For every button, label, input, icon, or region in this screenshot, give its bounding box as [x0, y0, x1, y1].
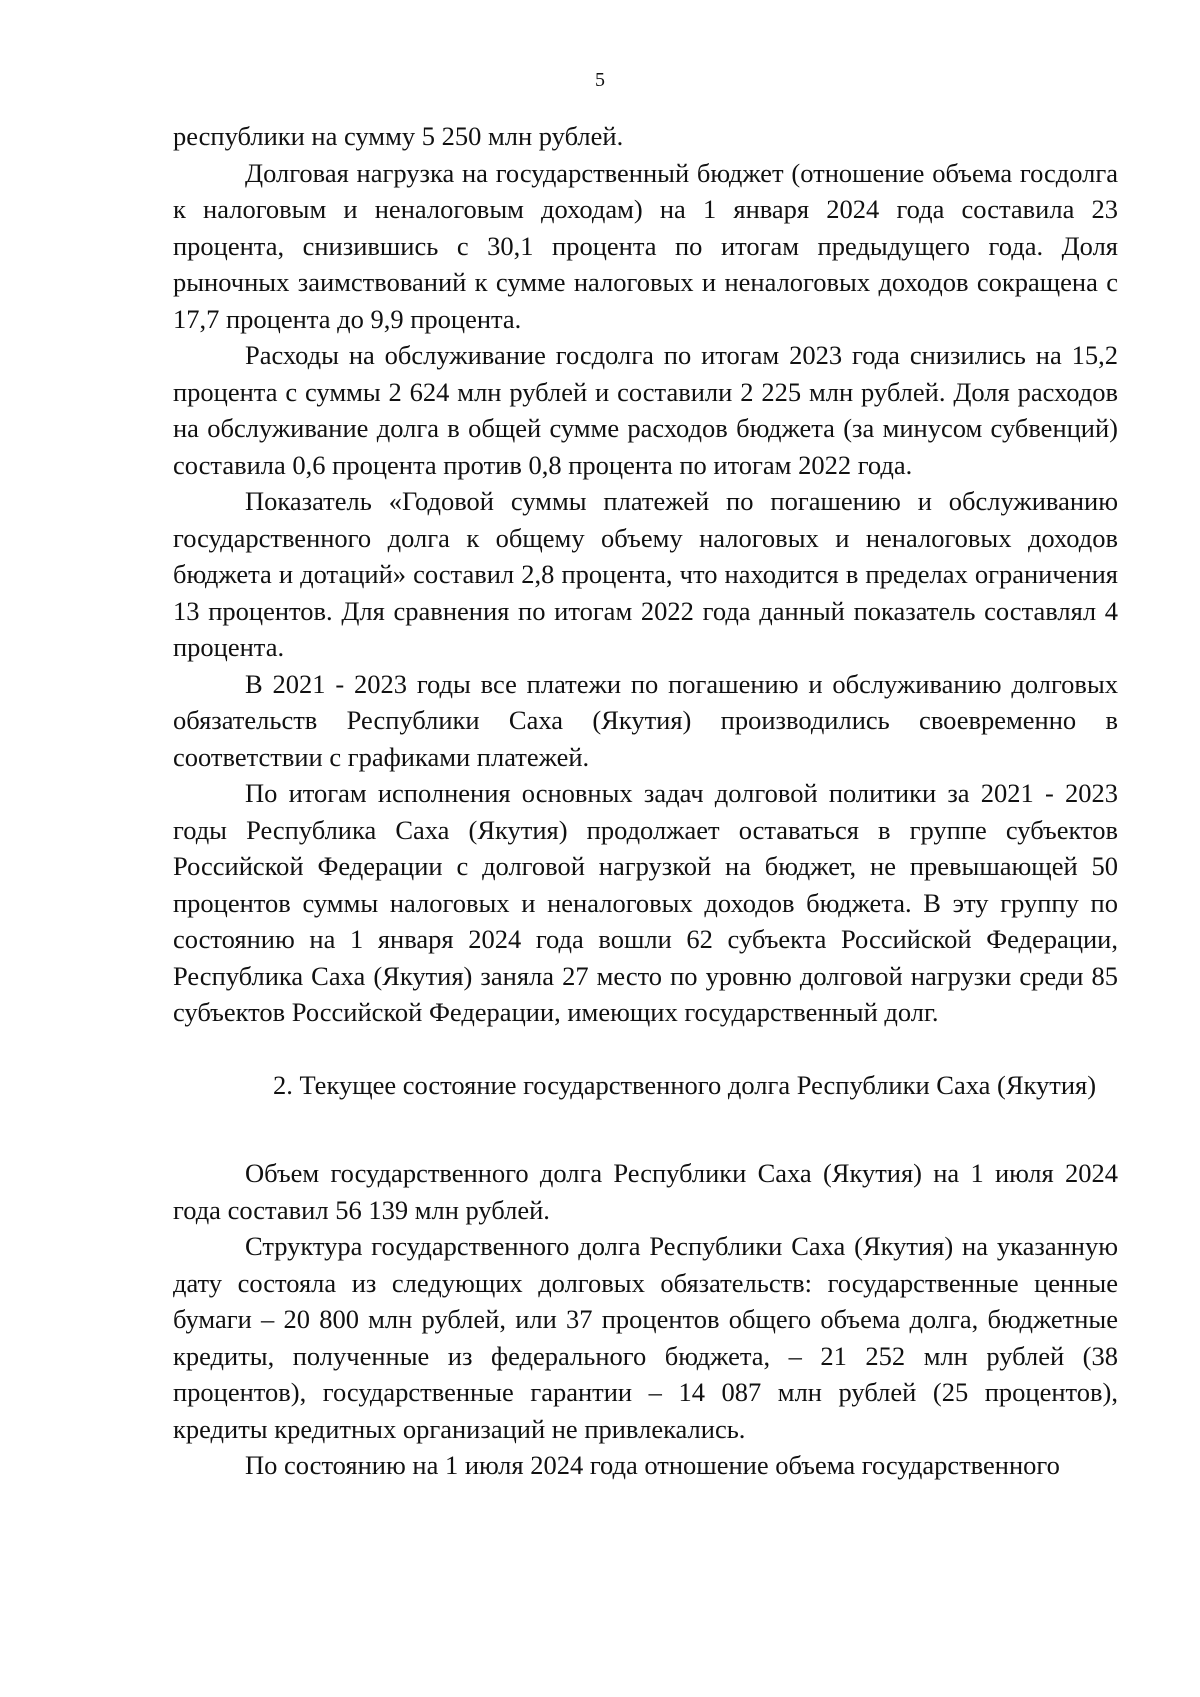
paragraph-debt-structure: Структура государственного долга Республики Саха (Якутия) на указанную дату состояла из следующих долговых обязательств: государственные ценные бумаги – 20 800 млн рублей, или 37 процентов общего объема долга, бюджетные кредиты, полученные из федерального бюджета, – 21 252 млн рублей (38 процентов), государственные гарантии – 14 087 млн рублей (25 процентов), кредиты кредитных организаций не привлекались.: [173, 1231, 1118, 1444]
paragraph-continuation: республики на сумму 5 250 млн рублей.: [173, 121, 624, 151]
paragraph-debt-ratio-start: По состоянию на 1 июля 2024 года отношение объема государственного: [245, 1450, 1060, 1480]
paragraph-debt-service-expenses: Расходы на обслуживание госдолга по итогам 2023 года снизились на 15,2 процента с суммы 2 624 млн рублей и составили 2 225 млн рублей. Доля расходов на обслуживание долга в общей сумме расходов бюджета (за минусом субвенций) составила 0,6 процента против 0,8 процента по итогам 2022 года.: [173, 340, 1118, 480]
paragraph-annual-payments-indicator: Показатель «Годовой суммы платежей по погашению и обслуживанию государственного долга к общему объему налоговых и неналоговых доходов бюджета и дотаций» составил 2,8 процента, что находится в пределах ограничения 13 процентов. Для сравнения по итогам 2022 года данный показатель составлял 4 процента.: [173, 486, 1118, 662]
paragraph-debt-policy-results: По итогам исполнения основных задач долговой политики за 2021 - 2023 годы Республика Саха (Якутия) продолжает оставаться в группе субъектов Российской Федерации с долговой нагрузкой на бюджет, не превышающей 50 процентов суммы налоговых и неналоговых доходов бюджета. В эту группу по состоянию на 1 января 2024 года вошли 62 субъекта Российской Федерации, Республика Саха (Якутия) заняла 27 место по уровню долговой нагрузки среди 85 субъектов Российской Федерации, имеющих государственный долг.: [173, 778, 1118, 1027]
paragraph-timely-payments: В 2021 - 2023 годы все платежи по погашению и обслуживанию долговых обязательств Республики Саха (Якутия) производились своевременно в соответствии с графиками платежей.: [173, 668, 1118, 772]
document-body: [173, 118, 1118, 1484]
paragraph-debt-load: Долговая нагрузка на государственный бюджет (отношение объема госдолга к налоговым и неналоговым доходам) на 1 января 2024 года составила 23 процента, снизившись с 30,1 процента по итогам предыдущего года. Доля рыночных заимствований к сумме налоговых и неналоговых доходов сокращена с 17,7 процента до 9,9 процента.: [173, 157, 1118, 334]
page-number: 5: [595, 69, 605, 91]
paragraph-debt-volume: Объем государственного долга Республики Саха (Якутия) на 1 июля 2024 года составил 56 139 млн рублей.: [173, 1158, 1118, 1225]
section-heading: 2. Текущее состояние государственного долга Республики Саха (Якутия): [273, 1069, 1097, 1100]
